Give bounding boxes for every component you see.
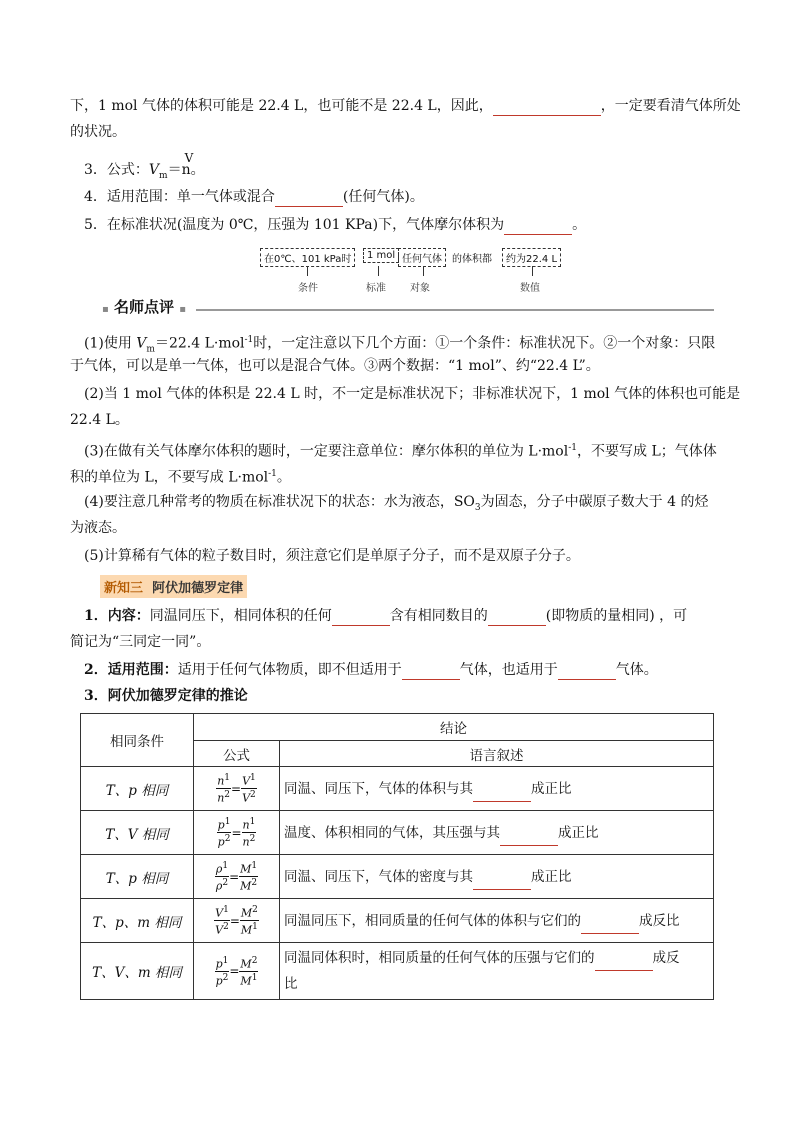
equals-sign: = [229, 964, 240, 978]
answer-blank[interactable] [558, 663, 616, 680]
molar-volume-diagram [260, 246, 570, 296]
symbol: p [215, 957, 223, 971]
text: 下，1 mol 气体的体积可能是 22.4 L，也可能不是 22.4 L，因此， [70, 98, 493, 114]
text: 为液态。 [70, 520, 126, 536]
text: 同温、同压下，气体的密度与其 [284, 868, 473, 885]
superscript: 2 [224, 834, 231, 844]
item-label: 1．内容： [84, 608, 150, 624]
item-label: 3．阿伏加德罗定律的推论 [84, 688, 248, 704]
subscript: m [159, 170, 168, 181]
text: (4)要注意几种常考的物质在标准状况下的状态：水为液态，SO [84, 494, 475, 510]
text: (3)在做有关气体摩尔体积的题时，一定要注意单位：摩尔体积的单位为 L·mol [84, 443, 569, 460]
superscript: 1 [251, 972, 258, 983]
table-row [81, 899, 714, 943]
superscript: 1 [250, 773, 256, 784]
arrow-icon [423, 266, 424, 276]
header-condition: 相同条件 [81, 714, 194, 767]
superscript: 1 [222, 861, 229, 872]
text-line [84, 606, 687, 626]
text-line [84, 215, 586, 235]
symbol: ρ [215, 879, 223, 893]
text: 气体。 [615, 662, 658, 678]
fraction [241, 772, 257, 804]
fraction [215, 860, 229, 892]
topic-title: 阿伏加德罗定律 [152, 581, 244, 596]
note-line [70, 464, 291, 488]
cell-condition [81, 855, 194, 899]
fraction [240, 904, 259, 936]
text: 成正比 [558, 824, 599, 841]
section-heading [102, 296, 186, 317]
topic-number: 新知三 [104, 581, 144, 596]
note-line [84, 546, 580, 566]
equals-sign: = [231, 781, 242, 796]
cell-formula [194, 811, 280, 855]
symbol: M [240, 974, 252, 988]
cell-formula [194, 943, 280, 1000]
equals-sign: = [229, 913, 240, 928]
symbol: M [240, 907, 253, 920]
text: 为固态，分子中碳原子数大于 4 的烃 [480, 494, 709, 510]
fraction [217, 816, 232, 848]
text: ，一定要看清气体所处 [600, 98, 741, 114]
header-formula: 公式 [194, 741, 280, 767]
text: 5．在标准状况(温度为 0℃，压强为 101 KPa)下，气体摩尔体积为 [84, 217, 505, 233]
table-row [81, 943, 714, 1000]
superscript: 1 [249, 817, 256, 828]
text: ＝22.4 L·mol [154, 335, 245, 352]
text-line [70, 96, 741, 116]
answer-blank[interactable] [581, 917, 639, 934]
cell-condition [81, 899, 194, 943]
fraction-numerator: V [184, 151, 194, 165]
header-conclusion: 结论 [194, 714, 714, 741]
answer-blank[interactable] [504, 218, 572, 235]
diagram-box-value: 约为22.4 L [502, 248, 561, 267]
cell-formula [194, 899, 280, 943]
superscript: 2 [252, 905, 258, 916]
note-line [70, 410, 129, 430]
cell-condition [81, 811, 194, 855]
superscript: 1 [224, 773, 231, 784]
answer-blank[interactable] [473, 785, 531, 802]
text-line [70, 632, 210, 652]
symbol: p [217, 835, 225, 849]
superscript: -1 [268, 469, 277, 479]
text: 适用于任何气体物质，即不但适用于 [177, 662, 402, 678]
symbol: M [240, 863, 252, 876]
text: 成反比 [639, 912, 680, 929]
symbol: n [242, 819, 250, 832]
symbol: ρ [215, 863, 223, 876]
text-line [84, 660, 658, 680]
text: 3．公式： [84, 162, 149, 178]
text-line [84, 187, 424, 207]
superscript: 1 [251, 861, 258, 872]
cell-description [280, 855, 714, 899]
diagram-label: 对象 [410, 283, 430, 294]
bullet-icon: ▪ [179, 304, 187, 315]
text: (即物质的量相同) ，可 [545, 608, 688, 624]
text: (5)计算稀有气体的粒子数目时，须注意它们是单原子分子，而不是双原子分子。 [84, 548, 580, 564]
text: 温度、体积相同的气体，其压强与其 [284, 824, 500, 841]
fraction [214, 904, 230, 936]
text: 22.4 L。 [70, 412, 129, 428]
text: 气体，也适用于 [459, 662, 558, 678]
fraction [215, 955, 230, 987]
section-divider [196, 309, 714, 311]
diagram-label: 数值 [520, 283, 540, 294]
table-row [81, 767, 714, 811]
answer-blank[interactable] [500, 829, 558, 846]
cell-condition [81, 943, 194, 1000]
text: 同温、同压下，气体的体积与其 [284, 780, 473, 797]
symbol: M [240, 923, 253, 937]
text: (1)使用 [84, 335, 137, 352]
cell-description [280, 811, 714, 855]
note-line [84, 384, 740, 404]
fraction [239, 860, 258, 892]
section-title: 名师点评 [114, 298, 175, 316]
text: 成正比 [531, 780, 572, 797]
symbol: V [215, 923, 224, 937]
diagram-box-condition: 在0℃、101 kPa时 [260, 248, 355, 267]
diagram-label: 条件 [298, 283, 318, 294]
table-row [81, 855, 714, 899]
arrow-icon [532, 266, 533, 276]
bullet-icon: ▪ [102, 304, 109, 315]
superscript: 2 [251, 955, 258, 966]
answer-blank[interactable] [595, 954, 653, 971]
answer-blank[interactable] [473, 873, 531, 890]
text: ＝ [167, 162, 182, 178]
note-line [70, 518, 126, 538]
fraction [216, 772, 231, 804]
symbol: V [242, 791, 251, 805]
cell-description [280, 899, 714, 943]
text: 简记为“三同定一同”。 [70, 634, 211, 650]
answer-blank[interactable] [275, 190, 343, 207]
arrow-icon [307, 266, 308, 276]
cell-description [280, 943, 714, 1000]
symbol: p [215, 974, 223, 988]
text: 的状况。 [70, 124, 126, 140]
fraction-denominator: n [181, 162, 191, 178]
text: 。 [276, 469, 291, 486]
formula-line [84, 151, 205, 186]
avogadro-inference-table [80, 713, 714, 1000]
superscript: -1 [568, 443, 577, 453]
condition-text: T、V、m 相同 [92, 965, 182, 981]
symbol: V [215, 907, 224, 920]
diagram-label: 标准 [366, 283, 386, 294]
formula-symbol: V [136, 335, 147, 352]
text: (2)当 1 mol 气体的体积是 22.4 L 时，不一定是标准状况下；非标准状况下，1 mol 气体的体积也可能是 [84, 386, 741, 402]
text: 同温同压下，相同体积的任何 [149, 608, 332, 624]
answer-blank[interactable] [493, 99, 601, 116]
superscript: 1 [252, 922, 258, 932]
diagram-text: 的体积都 [452, 254, 492, 265]
superscript: 1 [223, 905, 229, 916]
text: (任何气体)。 [342, 189, 424, 205]
symbol: M [240, 879, 252, 893]
superscript: 2 [250, 790, 256, 800]
cell-description [280, 767, 714, 811]
text: 同温同体积时，相同质量的任何气体的压强与它们的 [284, 950, 595, 966]
text: 。 [572, 217, 587, 233]
diagram-box-standard: 1 mol [363, 248, 399, 263]
superscript: 1 [222, 955, 229, 966]
equals-sign: = [231, 825, 242, 840]
answer-blank[interactable] [488, 609, 546, 626]
text: ，不要写成 L；气体体 [577, 443, 717, 460]
text: 比 [284, 976, 298, 992]
text: 成反 [652, 950, 680, 966]
text: 。 [190, 162, 205, 178]
note-line [70, 356, 600, 376]
condition-text: T、p、m 相同 [92, 914, 182, 931]
note-line [84, 492, 708, 518]
symbol: n [217, 791, 225, 805]
equals-sign: = [229, 869, 240, 884]
text: 积的单位为 L，不要写成 L·mol [70, 469, 269, 486]
condition-text: T、V 相同 [105, 826, 169, 843]
text: 于气体，可以是单一气体，也可以是混合气体。③两个数据：“1 mol”、约“22.4 L”。 [70, 358, 600, 374]
subscript: m [146, 344, 155, 355]
cell-condition [81, 767, 194, 811]
symbol: n [242, 835, 250, 849]
symbol: n [217, 775, 225, 788]
text-line [70, 122, 126, 142]
superscript: 2 [222, 878, 229, 888]
arrow-icon [378, 266, 379, 276]
superscript: 2 [222, 972, 229, 983]
answer-blank[interactable] [402, 663, 460, 680]
fraction [242, 816, 257, 848]
superscript: 2 [249, 834, 256, 844]
superscript: 2 [224, 790, 231, 800]
symbol: V [242, 775, 251, 788]
fraction [239, 955, 258, 987]
item-label: 2．适用范围： [84, 662, 178, 678]
condition-text: T、p 相同 [105, 782, 169, 799]
subscript: 3 [474, 502, 481, 513]
text: 含有相同数目的 [389, 608, 488, 624]
condition-text: T、p 相同 [105, 870, 169, 887]
superscript: -1 [244, 335, 254, 345]
header-description: 语言叙述 [280, 741, 714, 767]
topic-heading [100, 575, 247, 598]
note-line [84, 438, 717, 462]
symbol: M [240, 957, 252, 971]
diagram-box-object: 任何气体 [398, 248, 446, 267]
cell-formula [194, 767, 280, 811]
text: 成正比 [531, 868, 572, 885]
superscript: 1 [224, 817, 231, 828]
text: 同温同压下，相同质量的任何气体的体积与它们的 [284, 912, 581, 929]
formula-symbol: V [148, 162, 160, 178]
table-row [81, 811, 714, 855]
answer-blank[interactable] [332, 609, 390, 626]
superscript: 2 [223, 922, 229, 932]
text: 时，一定注意以下几个方面：①一个条件：标准状况下。②一个对象：只限 [253, 335, 716, 352]
symbol: p [217, 819, 225, 832]
superscript: 2 [251, 878, 258, 888]
text: 4．适用范围：单一气体或混合 [84, 189, 275, 205]
cell-formula [194, 855, 280, 899]
